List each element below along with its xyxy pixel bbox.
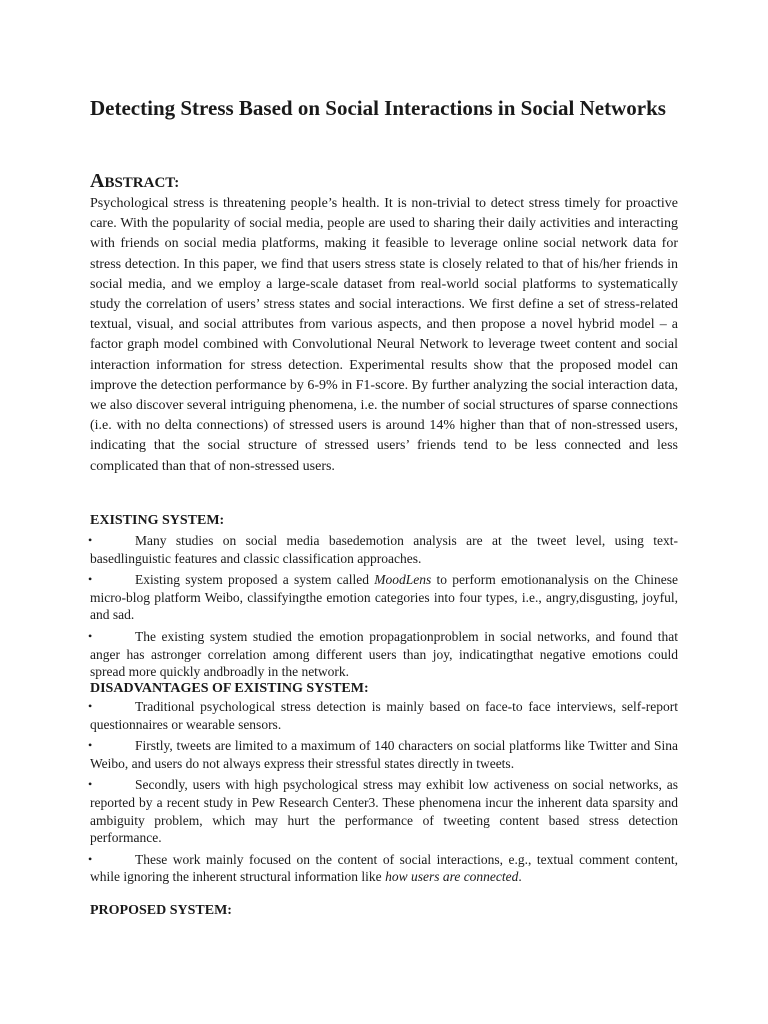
bullet-icon: • xyxy=(88,628,93,643)
list-item xyxy=(90,776,678,846)
list-item-text: Existing system proposed a system called MoodLens to perform emotionanalysis on the Chinese micro-blog platform Weibo, classifyingthe emotion categories into four types, i.e., angry,disgusting, joyful, and sad. xyxy=(90,572,679,623)
abstract-heading: ABSTRACT: xyxy=(90,170,180,192)
disadvantages-list xyxy=(90,698,678,890)
bullet-icon: • xyxy=(88,572,93,587)
list-item xyxy=(90,698,678,733)
bullet-icon: • xyxy=(88,777,93,792)
list-item xyxy=(90,851,678,886)
list-item xyxy=(90,628,678,681)
disadvantages-heading: DISADVANTAGES OF EXISTING SYSTEM: xyxy=(90,681,369,696)
bullet-icon: • xyxy=(88,738,93,753)
list-item-text: The existing system studied the emotion propagationproblem in social networks, and found that anger has astronger correlation among different users than joy, indicatingthat negative emotions could spread more quickly andbroadly in the network. xyxy=(90,628,678,680)
list-item xyxy=(90,737,678,772)
list-item-text: These work mainly focused on the content of social interactions, e.g., textual comment content, while ignoring the inherent structural information like how users are connected. xyxy=(90,851,678,885)
list-item xyxy=(90,532,678,567)
bullet-icon: • xyxy=(88,699,93,713)
abstract-text: Psychological stress is threatening people’s health. It is non-trivial to detect stress timely for proactive care. With the popularity of social media, people are used to sharing their daily activities and interacting with friends on social media platforms, making it feasible to leverage online social network data for stress detection. In this paper, we find that users stress state is closely related to that of his/her friends in social media, and we employ a large-scale dataset from real-world social platforms to systematically study the correlation of users’ stress states and social interactions. We first define a set of stress-related textual, visual, and social attributes from various aspects, and then propose a novel hybrid model – a factor graph model combined with Convolutional Neural Network to leverage tweet content and social interaction information for stress detection. Experimental results show that the proposed model can improve the detection performance by 6-9% in F1-score. By further analyzing the social interaction data, we also discover several intriguing phenomena, i.e. the number of social structures of sparse connections (i.e. with no delta connections) of stressed users is around 14% higher than that of non-stressed users, indicating that the social structure of stressed users’ friends tend to be less connected and less complicated than that of non-stressed users. xyxy=(90,196,678,474)
proposed-system-heading: PROPOSED SYSTEM: xyxy=(90,903,232,918)
list-item-text: Traditional psychological stress detection is mainly based on face-to face interviews, self-report questionnaires or wearable sensors. xyxy=(90,699,678,732)
paper-title: Detecting Stress Based on Social Interactions in Social Networks xyxy=(90,96,666,120)
list-item-text: Many studies on social media basedemotion analysis are at the tweet level, using text-basedlinguistic features and classic classification approaches. xyxy=(90,533,678,566)
list-item-text: Firstly, tweets are limited to a maximum of 140 characters on social platforms like Twitter and Sina Weibo, and users do not always express their stressful states directly in tweets. xyxy=(90,738,678,771)
existing-system-heading: EXISTING SYSTEM: xyxy=(90,513,225,528)
existing-system-list xyxy=(90,532,678,685)
list-item xyxy=(90,571,678,624)
list-item-text: Secondly, users with high psychological stress may exhibit low activeness on social networks, as reported by a recent study in Pew Research Center3. These phenomena incur the inherent data sparsity and ambiguity problem, which may hurt the performance of tweeting content based stress detection performance. xyxy=(90,777,678,846)
bullet-icon: • xyxy=(88,533,93,547)
bullet-icon: • xyxy=(88,851,93,866)
